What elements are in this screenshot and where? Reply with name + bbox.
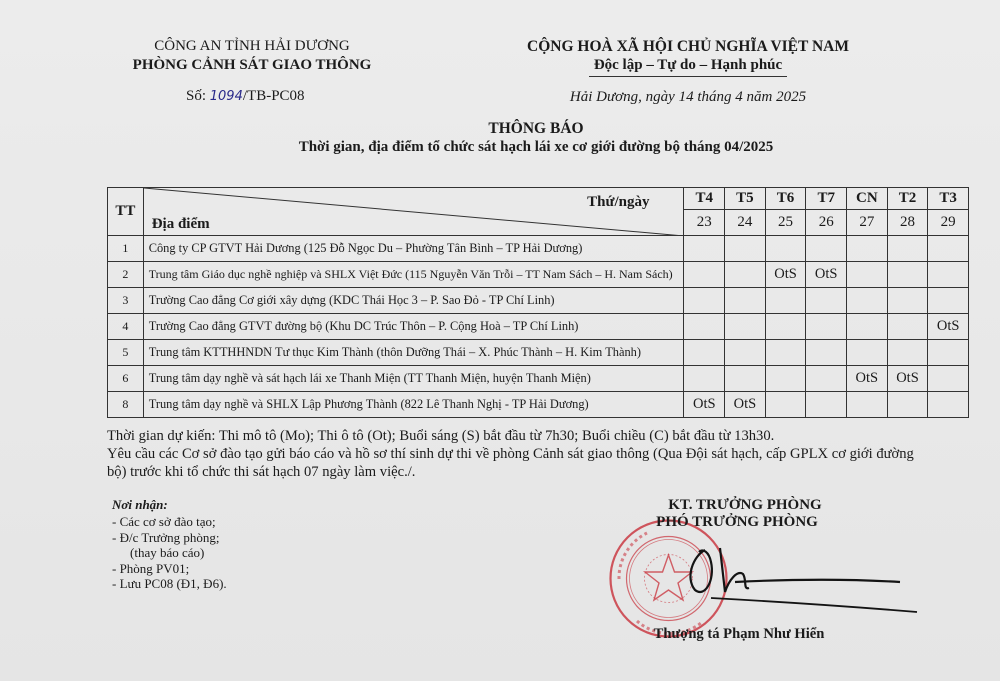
schedule-cell (806, 340, 847, 366)
row-number: 8 (108, 392, 144, 418)
schedule-cell: OtS (806, 262, 847, 288)
schedule-cell (887, 340, 928, 366)
day-of-week: T7 (806, 188, 847, 210)
schedule-cell (765, 288, 806, 314)
table-row (108, 392, 969, 418)
schedule-cell (806, 392, 847, 418)
header-place-day (143, 188, 684, 236)
table-row (108, 236, 969, 262)
notes-line-2: Yêu cầu các Cơ sở đào tạo gửi báo cáo và hồ sơ thí sinh dự thi về phòng Cảnh sát giao thông (Qua Đội sát hạch, cấp GPLX cơ giới đường (107, 446, 914, 462)
schedule-cell: OtS (928, 314, 969, 340)
schedule-cell (887, 262, 928, 288)
day-of-week: T6 (765, 188, 806, 210)
day-date: 26 (806, 210, 847, 236)
day-date: 28 (887, 210, 928, 236)
national-motto: Độc lập – Tự do – Hạnh phúc (593, 57, 783, 73)
schedule-cell (928, 340, 969, 366)
schedule-cell (847, 288, 888, 314)
schedule-cell (887, 236, 928, 262)
motto-underline (589, 76, 787, 77)
row-number: 4 (108, 314, 144, 340)
row-place: Công ty CP GTVT Hải Dương (125 Đỗ Ngọc Du – Phường Tân Bình – TP Hải Dương) (143, 236, 684, 262)
table-row (108, 366, 969, 392)
schedule-cell (806, 288, 847, 314)
notice-title: THÔNG BÁO (488, 120, 584, 137)
schedule-cell (684, 314, 725, 340)
row-number: 1 (108, 236, 144, 262)
schedule-table (107, 187, 969, 418)
nation-title: CỘNG HOÀ XÃ HỘI CHỦ NGHĨA VIỆT NAM (527, 38, 849, 55)
signature-title-1: KT. TRƯỞNG PHÒNG (668, 497, 822, 513)
day-of-week: T2 (887, 188, 928, 210)
handwritten-number: 1094 (209, 89, 243, 104)
schedule-cell (765, 366, 806, 392)
schedule-cell: OtS (765, 262, 806, 288)
recipient-item: - Các cơ sở đào tạo; (112, 514, 216, 529)
table-row (108, 314, 969, 340)
header-thu-ngay: Thứ/ngày (587, 194, 650, 210)
row-place: Trường Cao đẳng Cơ giới xây dựng (KDC Thái Học 3 – P. Sao Đỏ - TP Chí Linh) (143, 288, 684, 314)
schedule-cell: OtS (887, 366, 928, 392)
handwritten-signature (665, 540, 925, 620)
schedule-cell (725, 262, 766, 288)
schedule-cell (806, 236, 847, 262)
schedule-cell (847, 392, 888, 418)
schedule-cell (725, 366, 766, 392)
schedule-cell (847, 340, 888, 366)
recipient-item: - Phòng PV01; (112, 561, 190, 576)
recipient-item: - Lưu PC08 (Đ1, Đ6). (112, 576, 227, 591)
header-tt: TT (108, 188, 144, 236)
notes-line-1: Thời gian dự kiến: Thi mô tô (Mo); Thi ô tô (Ot); Buổi sáng (S) bắt đầu từ 7h30; Buổi chiều (C) bắt đầu từ 13h30. (107, 428, 775, 444)
schedule-cell (684, 262, 725, 288)
schedule-cell (847, 262, 888, 288)
schedule-cell (684, 288, 725, 314)
row-place: Trường Cao đẳng GTVT đường bộ (Khu DC Trúc Thôn – P. Cộng Hoà – TP Chí Linh) (143, 314, 684, 340)
row-number: 2 (108, 262, 144, 288)
schedule-cell (887, 392, 928, 418)
row-place: Trung tâm dạy nghề và SHLX Lập Phương Thành (822 Lê Thanh Nghị - TP Hải Dương) (143, 392, 684, 418)
schedule-cell: OtS (847, 366, 888, 392)
schedule-cell (847, 236, 888, 262)
day-date: 23 (684, 210, 725, 236)
schedule-cell (806, 314, 847, 340)
table-row (108, 262, 969, 288)
number-prefix: Số: (186, 88, 207, 104)
row-number: 6 (108, 366, 144, 392)
schedule-cell (928, 288, 969, 314)
schedule-cell (847, 314, 888, 340)
schedule-cell (887, 314, 928, 340)
day-date: 24 (725, 210, 766, 236)
number-suffix: /TB-PC08 (242, 88, 305, 104)
table-row (108, 340, 969, 366)
table-row (108, 288, 969, 314)
schedule-cell (928, 366, 969, 392)
recipient-item: (thay báo cáo) (130, 545, 205, 560)
schedule-cell (928, 392, 969, 418)
row-place: Trung tâm Giáo dục nghề nghiệp và SHLX Việt Đức (115 Nguyễn Văn Trỗi – TT Nam Sách – H. Nam Sách) (143, 262, 684, 288)
schedule-cell: OtS (725, 392, 766, 418)
schedule-cell (725, 340, 766, 366)
document-number (186, 88, 305, 105)
row-number: 5 (108, 340, 144, 366)
schedule-cell (684, 236, 725, 262)
schedule-cell (725, 236, 766, 262)
schedule-cell (928, 262, 969, 288)
day-date: 29 (928, 210, 969, 236)
row-place: Trung tâm dạy nghề và sát hạch lái xe Thanh Miện (TT Thanh Miện, huyện Thanh Miện) (143, 366, 684, 392)
schedule-cell (765, 314, 806, 340)
schedule-cell (765, 340, 806, 366)
schedule-cell (684, 366, 725, 392)
notice-subtitle: Thời gian, địa điểm tổ chức sát hạch lái xe cơ giới đường bộ tháng 04/2025 (298, 139, 774, 155)
recipient-item: - Đ/c Trưởng phòng; (112, 530, 220, 545)
schedule-cell (684, 340, 725, 366)
schedule-cell (725, 314, 766, 340)
row-place: Trung tâm KTTHHNDN Tư thục Kim Thành (thôn Dưỡng Thái – X. Phúc Thành – H. Kim Thành) (143, 340, 684, 366)
header-place: Địa điểm (151, 216, 210, 232)
place-date: Hải Dương, ngày 14 tháng 4 năm 2025 (569, 89, 807, 105)
agency-name: CÔNG AN TỈNH HẢI DƯƠNG (154, 38, 350, 54)
signature-title-2: PHÓ TRƯỞNG PHÒNG (656, 514, 818, 530)
day-date: 25 (765, 210, 806, 236)
day-of-week: CN (847, 188, 888, 210)
recipients-heading: Nơi nhận: (112, 497, 168, 512)
day-of-week: T5 (725, 188, 766, 210)
schedule-cell (806, 366, 847, 392)
schedule-cell (887, 288, 928, 314)
department-name: PHÒNG CẢNH SÁT GIAO THÔNG (132, 57, 372, 73)
schedule-cell (765, 392, 806, 418)
day-of-week: T3 (928, 188, 969, 210)
row-number: 3 (108, 288, 144, 314)
schedule-cell: OtS (684, 392, 725, 418)
notes-line-3: bộ) trước khi tổ chức thi sát hạch 07 ngày làm việc./. (107, 464, 416, 480)
schedule-cell (725, 288, 766, 314)
schedule-cell (928, 236, 969, 262)
day-of-week: T4 (684, 188, 725, 210)
signer-name: Thượng tá Phạm Như Hiển (653, 626, 825, 642)
day-date: 27 (847, 210, 888, 236)
schedule-cell (765, 236, 806, 262)
